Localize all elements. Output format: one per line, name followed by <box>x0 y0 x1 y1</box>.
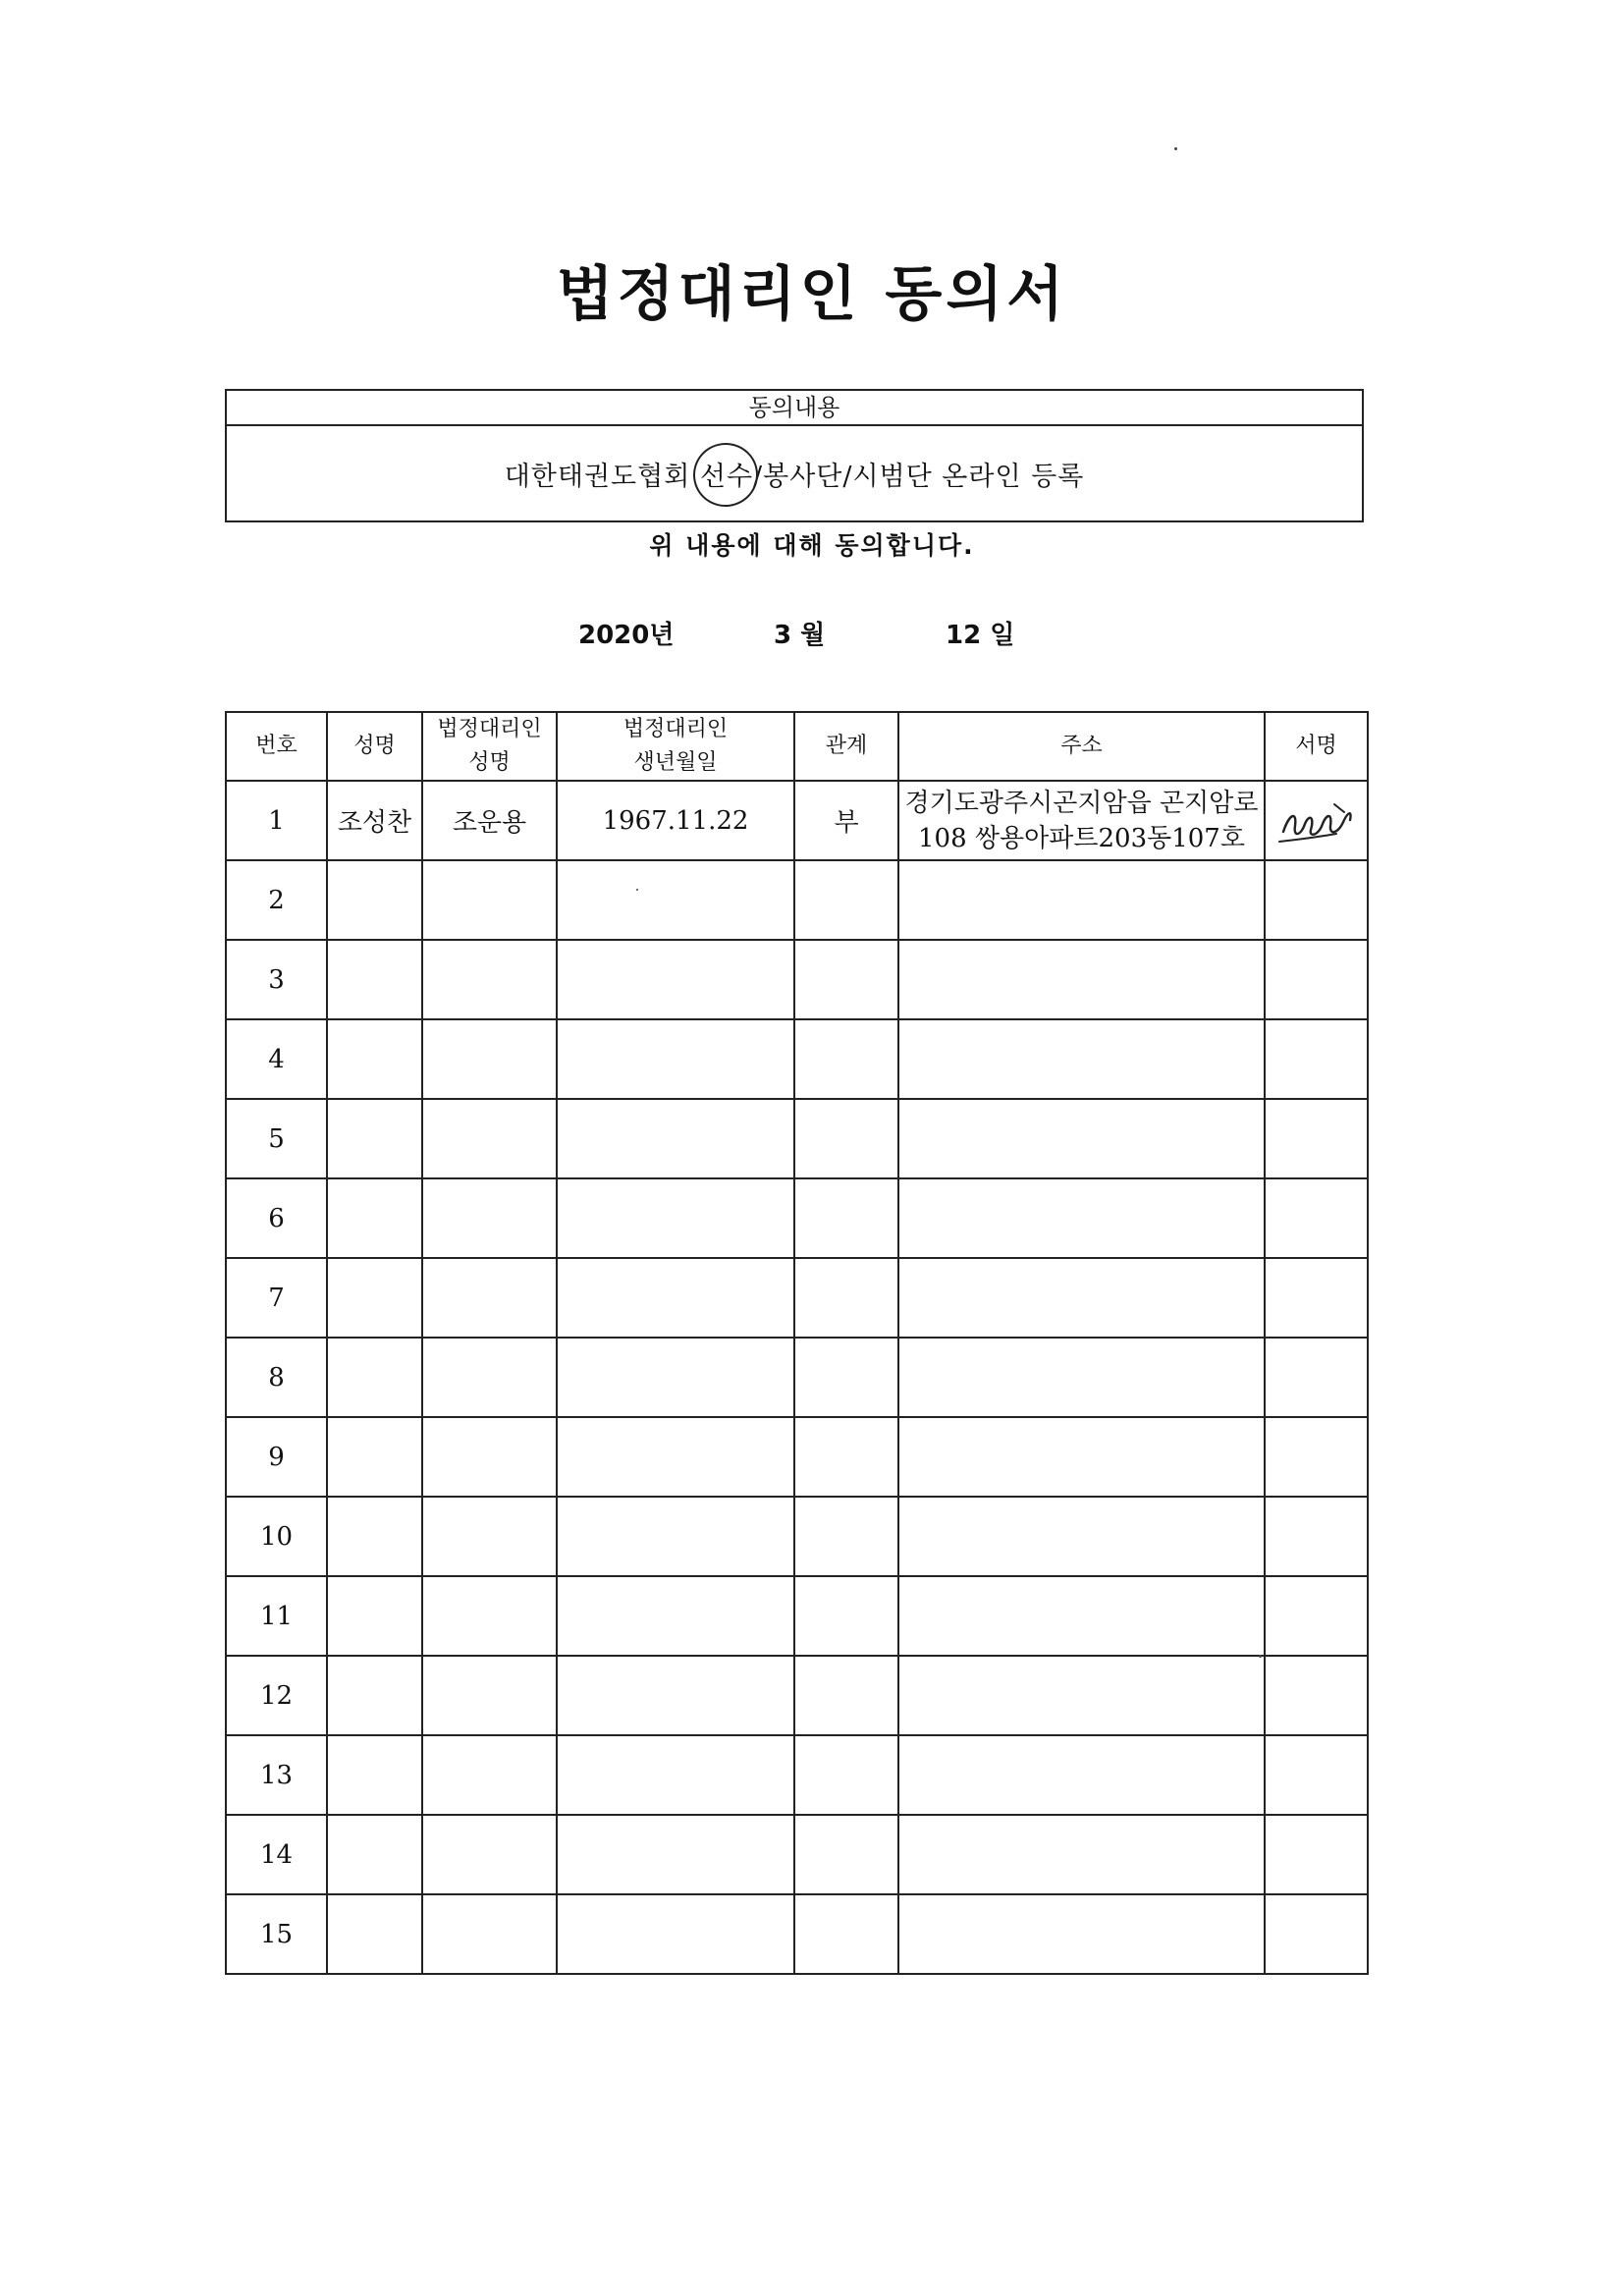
date-day: 12 일 <box>946 621 1015 650</box>
table-row <box>226 1735 1368 1815</box>
cell-name <box>327 1815 422 1894</box>
cell-guardian-birth <box>557 1099 794 1178</box>
cell-no: 7 <box>226 1258 327 1338</box>
cell-guardian-birth <box>557 1656 794 1735</box>
cell-address <box>898 1178 1265 1258</box>
agree-statement: 위 내용에 대해 동의합니다. <box>649 531 975 560</box>
cell-guardian-birth <box>557 1735 794 1815</box>
table-row <box>226 860 1368 940</box>
cell-guardian-name <box>422 1894 557 1974</box>
cell-signature <box>1265 1338 1368 1417</box>
table-row <box>226 1258 1368 1338</box>
cell-guardian-birth <box>557 1417 794 1497</box>
cell-relation <box>794 1099 898 1178</box>
cell-guardian-birth <box>557 940 794 1019</box>
cell-address <box>898 1258 1265 1338</box>
cell-guardian-name <box>422 940 557 1019</box>
cell-guardian-birth <box>557 1019 794 1099</box>
date-year: 2020년 <box>578 621 675 650</box>
cell-address <box>898 781 1265 860</box>
cell-relation <box>794 1894 898 1974</box>
cell-no: 1 <box>226 781 327 860</box>
cell-guardian-name <box>422 1417 557 1497</box>
cell-guardian-name <box>422 1338 557 1417</box>
table-row <box>226 940 1368 1019</box>
cell-guardian-birth <box>557 1815 794 1894</box>
consent-header: 동의내용 <box>227 391 1362 426</box>
cell-address <box>898 1019 1265 1099</box>
header-signature: 서명 <box>1265 712 1368 781</box>
cell-relation <box>794 1178 898 1258</box>
cell-guardian-birth <box>557 860 794 940</box>
cell-guardian-birth <box>557 1576 794 1656</box>
cell-address <box>898 1894 1265 1974</box>
cell-name <box>327 1417 422 1497</box>
table-header-row <box>226 712 1368 781</box>
header-address: 주소 <box>898 712 1265 781</box>
header-guardian-name <box>422 712 557 781</box>
table-row <box>226 1894 1368 1974</box>
header-guardian-birth-line1: 법정대리인 <box>623 717 729 741</box>
cell-name <box>327 1656 422 1735</box>
cell-relation <box>794 1576 898 1656</box>
cell-address <box>898 1417 1265 1497</box>
cell-guardian-name <box>422 1497 557 1576</box>
header-guardian-name-line1: 법정대리인 <box>437 717 542 741</box>
cell-guardian-birth <box>557 1497 794 1576</box>
header-name: 성명 <box>327 712 422 781</box>
table-row <box>226 1656 1368 1735</box>
cell-signature <box>1265 1258 1368 1338</box>
cell-relation <box>794 1338 898 1417</box>
table-row <box>226 1497 1368 1576</box>
cell-no: 10 <box>226 1497 327 1576</box>
cell-guardian-name <box>422 860 557 940</box>
cell-guardian-name <box>422 1178 557 1258</box>
table-row <box>226 1338 1368 1417</box>
cell-signature <box>1265 1417 1368 1497</box>
cell-no: 3 <box>226 940 327 1019</box>
cell-no: 12 <box>226 1656 327 1735</box>
cell-signature <box>1265 940 1368 1019</box>
cell-no: 11 <box>226 1576 327 1656</box>
cell-signature <box>1265 781 1368 860</box>
cell-relation <box>794 1019 898 1099</box>
consent-suffix: /봉사단/시범단 온라인 등록 <box>753 461 1085 492</box>
table-row <box>226 1576 1368 1656</box>
cell-relation <box>794 1735 898 1815</box>
cell-guardian-birth: 1967.11.22 <box>557 781 794 860</box>
page-title: 법정대리인 동의서 <box>556 260 1068 329</box>
cell-signature <box>1265 1815 1368 1894</box>
cell-name <box>327 1497 422 1576</box>
cell-signature <box>1265 1019 1368 1099</box>
consent-content <box>227 426 1362 520</box>
cell-address <box>898 940 1265 1019</box>
date-month: 3 월 <box>774 621 826 650</box>
cell-relation: 부 <box>794 781 898 860</box>
cell-address <box>898 1656 1265 1735</box>
circled-option-player: 선수 <box>700 455 753 493</box>
cell-guardian-birth <box>557 1178 794 1258</box>
cell-name <box>327 1338 422 1417</box>
cell-address <box>898 1099 1265 1178</box>
cell-relation <box>794 1258 898 1338</box>
header-guardian-birth <box>557 712 794 781</box>
consent-prefix: 대한태권도협회 <box>504 461 700 492</box>
cell-name <box>327 1099 422 1178</box>
cell-no: 8 <box>226 1338 327 1417</box>
address-line1: 경기도광주시곤지암읍 곤지암로 <box>904 788 1259 818</box>
cell-name <box>327 860 422 940</box>
cell-relation <box>794 1656 898 1735</box>
scan-speck <box>1259 1655 1262 1658</box>
cell-name <box>327 1576 422 1656</box>
table-row <box>226 1815 1368 1894</box>
cell-address <box>898 1497 1265 1576</box>
cell-guardian-name <box>422 1099 557 1178</box>
cell-name: 조성찬 <box>327 781 422 860</box>
cell-signature <box>1265 860 1368 940</box>
cell-address <box>898 1815 1265 1894</box>
cell-no: 13 <box>226 1735 327 1815</box>
cell-name <box>327 1178 422 1258</box>
cell-guardian-name <box>422 1258 557 1338</box>
roster-table <box>225 711 1369 1975</box>
cell-guardian-birth <box>557 1258 794 1338</box>
cell-address <box>898 1735 1265 1815</box>
cell-name <box>327 1019 422 1099</box>
cell-address <box>898 1576 1265 1656</box>
cell-no: 2 <box>226 860 327 940</box>
cell-no: 9 <box>226 1417 327 1497</box>
cell-no: 6 <box>226 1178 327 1258</box>
cell-name <box>327 1894 422 1974</box>
cell-signature <box>1265 1576 1368 1656</box>
scan-speck <box>636 889 638 891</box>
cell-no: 5 <box>226 1099 327 1178</box>
header-relation: 관계 <box>794 712 898 781</box>
cell-relation <box>794 1497 898 1576</box>
cell-signature <box>1265 1497 1368 1576</box>
table-row <box>226 1019 1368 1099</box>
cell-address <box>898 860 1265 940</box>
cell-guardian-name <box>422 1656 557 1735</box>
cell-relation <box>794 860 898 940</box>
table-row <box>226 1417 1368 1497</box>
cell-signature <box>1265 1178 1368 1258</box>
cell-name <box>327 1258 422 1338</box>
header-no: 번호 <box>226 712 327 781</box>
cell-guardian-birth <box>557 1894 794 1974</box>
cell-no: 14 <box>226 1815 327 1894</box>
cell-no: 15 <box>226 1894 327 1974</box>
cell-name <box>327 940 422 1019</box>
table-row <box>226 1099 1368 1178</box>
cell-guardian-name <box>422 1576 557 1656</box>
cell-signature <box>1265 1735 1368 1815</box>
cell-guardian-birth <box>557 1338 794 1417</box>
consent-box <box>225 389 1364 522</box>
table-row <box>226 781 1368 860</box>
cell-guardian-name <box>422 1815 557 1894</box>
cell-guardian-name <box>422 1019 557 1099</box>
cell-signature <box>1265 1894 1368 1974</box>
cell-guardian-name: 조운용 <box>422 781 557 860</box>
table-row <box>226 1178 1368 1258</box>
header-guardian-name-line2: 성명 <box>468 750 511 775</box>
cell-name <box>327 1735 422 1815</box>
cell-address <box>898 1338 1265 1417</box>
cell-relation <box>794 1417 898 1497</box>
scan-speck <box>1174 147 1177 150</box>
cell-no: 4 <box>226 1019 327 1099</box>
cell-guardian-name <box>422 1735 557 1815</box>
header-guardian-birth-line2: 생년월일 <box>633 750 718 775</box>
cell-relation <box>794 1815 898 1894</box>
cell-relation <box>794 940 898 1019</box>
address-line2: 108 쌍용아파트203동107호 <box>918 823 1245 853</box>
cell-signature <box>1265 1656 1368 1735</box>
handwritten-signature <box>1275 791 1358 851</box>
cell-signature <box>1265 1099 1368 1178</box>
